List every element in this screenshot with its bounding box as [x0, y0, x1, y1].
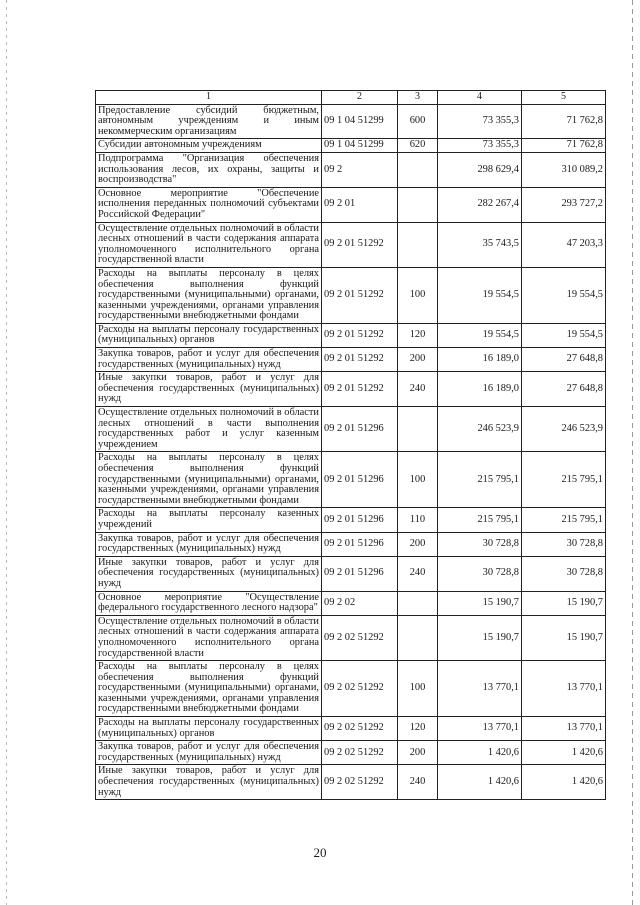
row-code-cell: 09 2	[322, 152, 398, 187]
row-value-col5-cell: 246 523,9	[522, 407, 606, 452]
header-cell-5: 5	[522, 91, 606, 105]
row-type-cell: 110	[398, 508, 438, 532]
table-row	[96, 765, 606, 800]
row-type-cell: 100	[398, 661, 438, 717]
row-value-col4-cell: 215 795,1	[438, 508, 522, 532]
row-name-cell: Расходы на выплаты персоналу государственных (муниципальных) органов	[96, 323, 322, 347]
row-name-cell: Закупка товаров, работ и услуг для обеспечения государственных (муниципальных) нужд	[96, 741, 322, 765]
table-row	[96, 323, 606, 347]
row-name-cell: Расходы на выплаты персоналу казенных учреждений	[96, 508, 322, 532]
row-type-cell	[398, 222, 438, 267]
row-code-cell: 09 2 02 51292	[322, 615, 398, 660]
row-value-col4-cell: 19 554,5	[438, 267, 522, 323]
row-type-cell	[398, 591, 438, 615]
table-row	[96, 407, 606, 452]
row-value-col4-cell: 1 420,6	[438, 741, 522, 765]
row-code-cell: 09 2 01 51296	[322, 407, 398, 452]
table-row	[96, 741, 606, 765]
row-type-cell	[398, 407, 438, 452]
row-code-cell: 09 2 02 51292	[322, 741, 398, 765]
row-type-cell	[398, 187, 438, 222]
row-code-cell: 09 2 01 51292	[322, 348, 398, 372]
row-name-cell: Расходы на выплаты персоналу в целях обеспечения выполнения функций государственными (муниципальными) органами, казенными учреждениями, органами управления государственными внебюджетными фондами	[96, 267, 322, 323]
table-row	[96, 104, 606, 139]
row-value-col5-cell: 71 762,8	[522, 139, 606, 153]
row-type-cell: 200	[398, 741, 438, 765]
row-value-col4-cell: 16 189,0	[438, 372, 522, 407]
row-name-cell: Осуществление отдельных полномочий в области лесных отношений в части выполнения государственных работ и услуг казенным учреждением	[96, 407, 322, 452]
row-value-col4-cell: 246 523,9	[438, 407, 522, 452]
row-value-col4-cell: 215 795,1	[438, 452, 522, 508]
table-row	[96, 139, 606, 153]
row-name-cell: Закупка товаров, работ и услуг для обеспечения государственных (муниципальных) нужд	[96, 532, 322, 556]
row-code-cell: 09 2 02	[322, 591, 398, 615]
row-code-cell: 09 2 01 51296	[322, 508, 398, 532]
header-cell-4: 4	[438, 91, 522, 105]
row-name-cell: Субсидии автономным учреждениям	[96, 139, 322, 153]
table-row	[96, 532, 606, 556]
table-row	[96, 187, 606, 222]
row-name-cell: Основное мероприятие "Осуществление федерального государственного лесного надзора"	[96, 591, 322, 615]
row-value-col4-cell: 13 770,1	[438, 717, 522, 741]
table-row	[96, 267, 606, 323]
row-value-col5-cell: 30 728,8	[522, 532, 606, 556]
table-row	[96, 372, 606, 407]
row-value-col4-cell: 1 420,6	[438, 765, 522, 800]
row-value-col4-cell: 35 743,5	[438, 222, 522, 267]
row-value-col5-cell: 215 795,1	[522, 452, 606, 508]
row-type-cell: 100	[398, 452, 438, 508]
row-code-cell: 09 2 01 51296	[322, 452, 398, 508]
header-cell-2: 2	[322, 91, 398, 105]
budget-table	[95, 90, 606, 800]
row-value-col5-cell: 15 190,7	[522, 615, 606, 660]
table-row	[96, 615, 606, 660]
row-name-cell: Осуществление отдельных полномочий в области лесных отношений в части содержания аппарата уполномоченного исполнительного органа государственной власти	[96, 222, 322, 267]
row-name-cell: Расходы на выплаты персоналу государственных (муниципальных) органов	[96, 717, 322, 741]
row-code-cell: 09 2 01 51292	[322, 222, 398, 267]
header-cell-3: 3	[398, 91, 438, 105]
table-row	[96, 717, 606, 741]
row-value-col5-cell: 13 770,1	[522, 717, 606, 741]
row-type-cell: 240	[398, 765, 438, 800]
row-value-col4-cell: 298 629,4	[438, 152, 522, 187]
row-value-col5-cell: 30 728,8	[522, 556, 606, 591]
scan-edge-right	[632, 0, 633, 905]
row-value-col4-cell: 19 554,5	[438, 323, 522, 347]
row-value-col5-cell: 293 727,2	[522, 187, 606, 222]
table-row	[96, 222, 606, 267]
header-cell-1: 1	[96, 91, 322, 105]
row-code-cell: 09 2 01 51292	[322, 267, 398, 323]
table-row	[96, 452, 606, 508]
row-value-col4-cell: 15 190,7	[438, 615, 522, 660]
row-code-cell: 09 1 04 51299	[322, 104, 398, 139]
row-value-col4-cell: 73 355,3	[438, 104, 522, 139]
row-type-cell: 240	[398, 372, 438, 407]
row-value-col5-cell: 19 554,5	[522, 323, 606, 347]
row-code-cell: 09 2 01 51296	[322, 556, 398, 591]
table-header-row	[96, 91, 606, 105]
table-row	[96, 591, 606, 615]
row-value-col5-cell: 1 420,6	[522, 765, 606, 800]
row-value-col5-cell: 27 648,8	[522, 348, 606, 372]
row-type-cell: 120	[398, 323, 438, 347]
row-name-cell: Подпрограмма "Организация обеспечения использования лесов, их охраны, защиты и воспроизводства"	[96, 152, 322, 187]
row-value-col5-cell: 13 770,1	[522, 661, 606, 717]
table-row	[96, 152, 606, 187]
row-value-col5-cell: 19 554,5	[522, 267, 606, 323]
row-value-col5-cell: 71 762,8	[522, 104, 606, 139]
row-value-col4-cell: 30 728,8	[438, 556, 522, 591]
row-type-cell: 600	[398, 104, 438, 139]
row-name-cell: Иные закупки товаров, работ и услуг для обеспечения государственных (муниципальных) нужд	[96, 556, 322, 591]
row-code-cell: 09 2 01	[322, 187, 398, 222]
row-value-col4-cell: 16 189,0	[438, 348, 522, 372]
scan-edge-left	[6, 0, 7, 905]
row-name-cell: Иные закупки товаров, работ и услуг для обеспечения государственных (муниципальных) нужд	[96, 765, 322, 800]
table-row	[96, 348, 606, 372]
row-name-cell: Расходы на выплаты персоналу в целях обеспечения выполнения функций государственными (муниципальными) органами, казенными учреждениями, органами управления государственными внебюджетными фондами	[96, 452, 322, 508]
row-code-cell: 09 2 01 51292	[322, 372, 398, 407]
row-type-cell: 240	[398, 556, 438, 591]
row-value-col5-cell: 47 203,3	[522, 222, 606, 267]
row-name-cell: Расходы на выплаты персоналу в целях обеспечения выполнения функций государственными (муниципальными) органами, казенными учреждениями, органами управления государственными внебюджетными фондами	[96, 661, 322, 717]
table-row	[96, 508, 606, 532]
row-name-cell: Иные закупки товаров, работ и услуг для обеспечения государственных (муниципальных) нужд	[96, 372, 322, 407]
row-code-cell: 09 2 02 51292	[322, 717, 398, 741]
row-type-cell: 100	[398, 267, 438, 323]
row-type-cell	[398, 615, 438, 660]
table-row	[96, 661, 606, 717]
row-value-col4-cell: 13 770,1	[438, 661, 522, 717]
row-type-cell: 200	[398, 532, 438, 556]
row-code-cell: 09 1 04 51299	[322, 139, 398, 153]
row-code-cell: 09 2 02 51292	[322, 661, 398, 717]
row-type-cell: 200	[398, 348, 438, 372]
row-type-cell	[398, 152, 438, 187]
row-value-col4-cell: 282 267,4	[438, 187, 522, 222]
row-code-cell: 09 2 02 51292	[322, 765, 398, 800]
row-name-cell: Осуществление отдельных полномочий в области лесных отношений в части содержания аппарата уполномоченного исполнительного органа государственной власти	[96, 615, 322, 660]
row-type-cell: 620	[398, 139, 438, 153]
row-value-col5-cell: 15 190,7	[522, 591, 606, 615]
budget-table-body	[96, 91, 606, 800]
row-name-cell: Основное мероприятие "Обеспечение исполнения переданных полномочий субъектами Российской Федерации"	[96, 187, 322, 222]
page-number: 20	[313, 845, 327, 860]
row-value-col5-cell: 310 089,2	[522, 152, 606, 187]
row-name-cell: Предоставление субсидий бюджетным, автономным учреждениям и иным некоммерческим организациям	[96, 104, 322, 139]
row-value-col5-cell: 27 648,8	[522, 372, 606, 407]
row-value-col4-cell: 73 355,3	[438, 139, 522, 153]
row-type-cell: 120	[398, 717, 438, 741]
row-value-col4-cell: 15 190,7	[438, 591, 522, 615]
row-code-cell: 09 2 01 51296	[322, 532, 398, 556]
table-row	[96, 556, 606, 591]
row-value-col5-cell: 1 420,6	[522, 741, 606, 765]
row-value-col5-cell: 215 795,1	[522, 508, 606, 532]
row-code-cell: 09 2 01 51292	[322, 323, 398, 347]
row-name-cell: Закупка товаров, работ и услуг для обеспечения государственных (муниципальных) нужд	[96, 348, 322, 372]
row-value-col4-cell: 30 728,8	[438, 532, 522, 556]
